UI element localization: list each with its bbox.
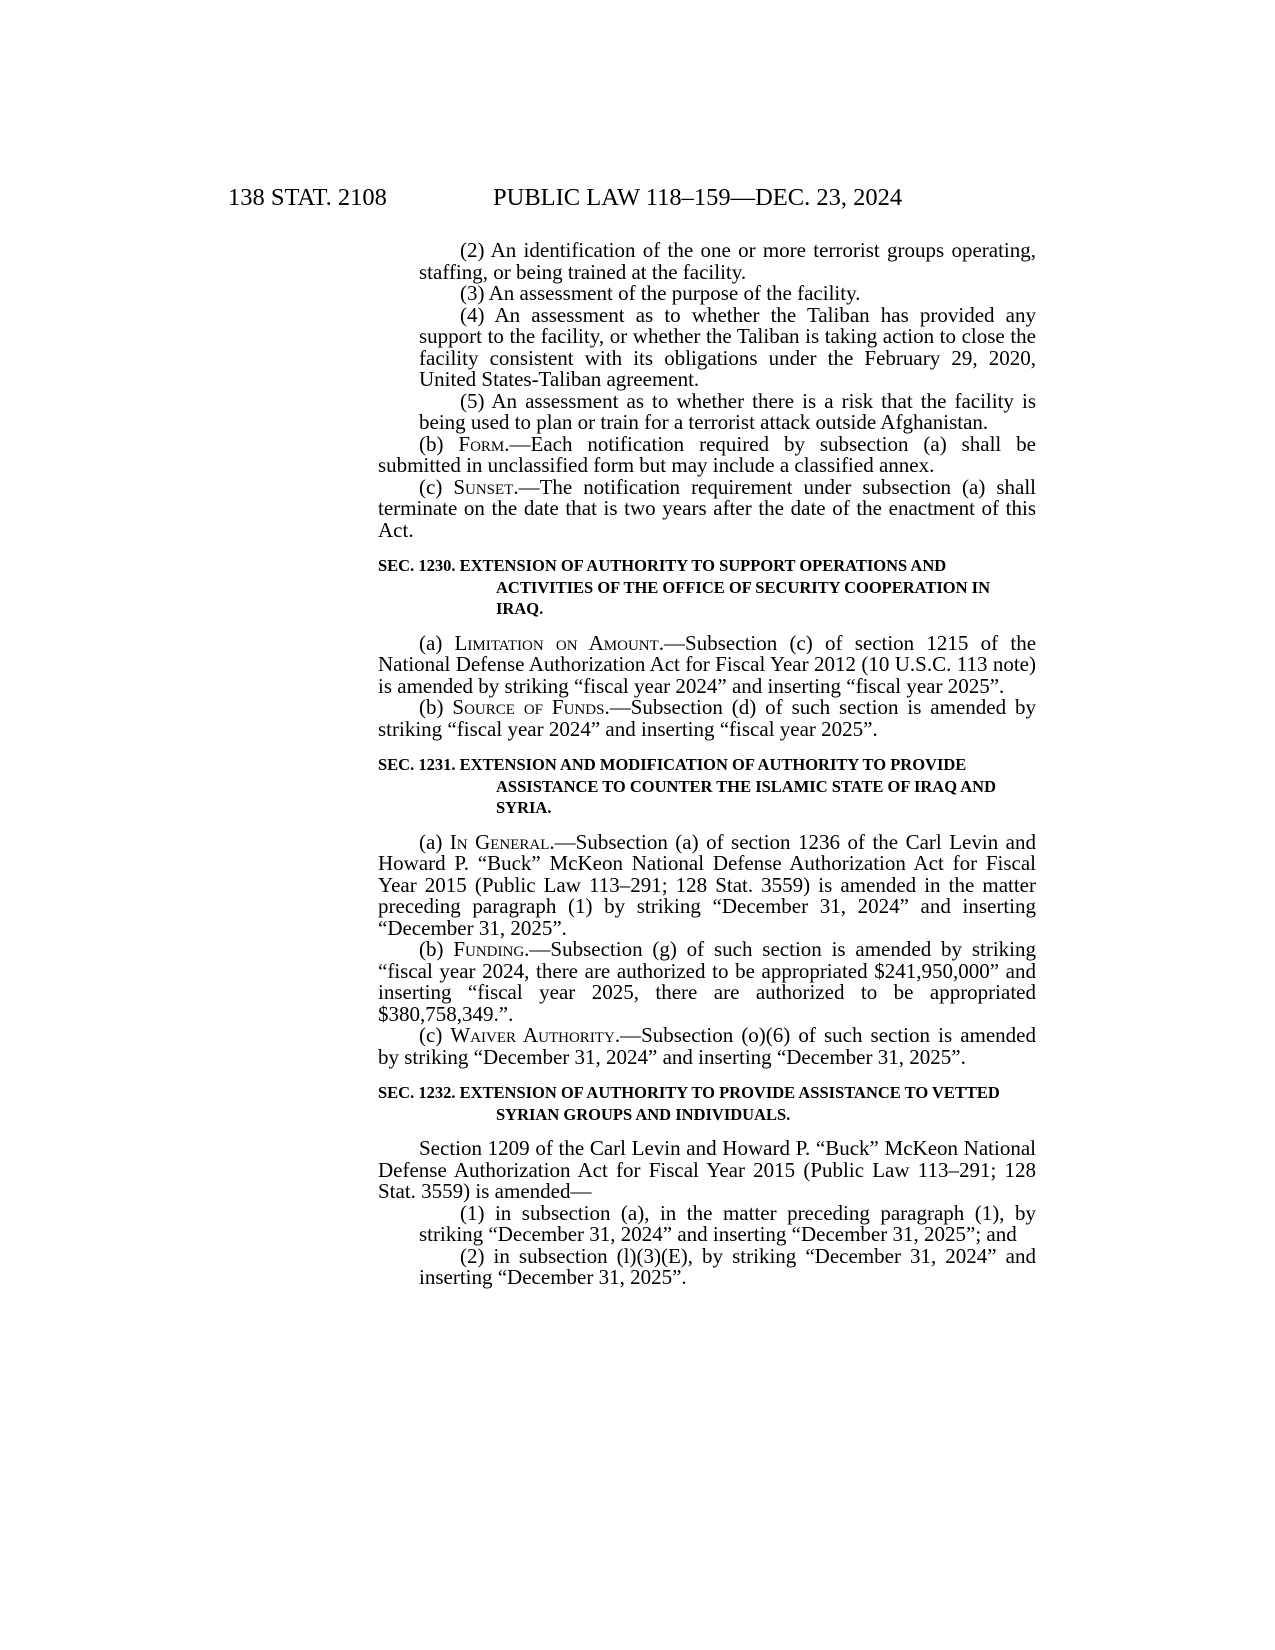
document-body [378, 240, 1036, 1289]
s1232-paragraph-1: (1) in subsection (a), in the matter preceding paragraph (1), by striking “December 31, 2024” and inserting “December 31, 2025”; and [419, 1200, 1036, 1246]
paragraph-a2: (2) An identification of the one or more terrorist groups operating, staffing, or being trained at the facility. [419, 238, 1036, 284]
subsection-heading: Limitation on Amount [454, 630, 659, 655]
s1230-subsection-b: (b) Source of Funds.—Subsection (d) of such section is amended by striking “fiscal year 2024” and inserting “fiscal year 2025”. [378, 695, 1037, 741]
paragraph-a4: (4) An assessment as to whether the Taliban has provided any support to the facility, or whether the Taliban is taking action to close the facility consistent with its obligations under the February 29, 2020, United States-Taliban agreement. [419, 302, 1036, 391]
section-1231-heading: SEC. 1231. EXTENSION AND MODIFICATION OF AUTHORITY TO PROVIDE ASSISTANCE TO COUNTER THE ISLAMIC STATE OF IRAQ AND SYRIA. [378, 755, 997, 817]
s1231-subsection-a: (a) In General.—Subsection (a) of section 1236 of the Carl Levin and Howard P. “Buck” McKeon National Defense Authorization Act for Fiscal Year 2015 (Public Law 113–291; 128 Stat. 3559) is amended in the matter preceding paragraph (1) by striking “December 31, 2024” and inserting “December 31, 2025”. [378, 829, 1036, 940]
subsection-heading: Waiver Authority [450, 1023, 615, 1047]
paragraph-a3: (3) An assessment of the purpose of the facility. [460, 281, 861, 305]
running-header: PUBLIC LAW 118–159—DEC. 23, 2024 [493, 184, 903, 211]
statute-page-number: 138 STAT. 2108 [228, 184, 387, 211]
subsection-c-sunset: (c) Sunset.—The notification requirement under subsection (a) shall terminate on the date that is two years after the date of the enactment of this Act. [378, 474, 1036, 542]
subsection-heading: Funding [453, 937, 525, 961]
s1231-subsection-c: (c) Waiver Authority.—Subsection (o)(6) of such section is amended by striking “December 31, 2024” and inserting “December 31, 2025”. [378, 1023, 1036, 1069]
s1232-intro: Section 1209 of the Carl Levin and Howard P. “Buck” McKeon National Defense Authorization Act for Fiscal Year 2015 (Public Law 113–291; 128 Stat. 3559) is amended— [378, 1136, 1036, 1203]
s1230-subsection-a: (a) Limitation on Amount.—Subsection (c) of section 1215 of the National Defense Authorization Act for Fiscal Year 2012 (10 U.S.C. 113 note) is amended by striking “fiscal year 2024” and inserting “fiscal year 2025”. [378, 630, 1037, 698]
section-1230-heading: SEC. 1230. EXTENSION OF AUTHORITY TO SUPPORT OPERATIONS AND ACTIVITIES OF THE OFFICE OF SECURITY COOPERATION IN IRAQ. [378, 556, 991, 618]
section-1232-heading: SEC. 1232. EXTENSION OF AUTHORITY TO PROVIDE ASSISTANCE TO VETTED SYRIAN GROUPS AND INDIVIDUALS. [378, 1083, 1000, 1124]
s1232-paragraph-2: (2) in subsection (l)(3)(E), by striking “December 31, 2024” and inserting “December 31, 2025”. [419, 1243, 1036, 1289]
subsection-heading: Sunset [453, 474, 514, 499]
subsection-b-form: (b) Form.—Each notification required by subsection (a) shall be submitted in unclassified form but may include a classified annex. [378, 431, 1036, 477]
subsection-heading: Form [458, 431, 505, 456]
subsection-heading: Source of Funds [452, 695, 605, 719]
s1231-subsection-b: (b) Funding.—Subsection (g) of such section is amended by striking “fiscal year 2024, there are authorized to be appropriated $241,950,000” and inserting “fiscal year 2025, there are authorized to be appropriated $380,758,349.”. [378, 937, 1036, 1026]
paragraph-a5: (5) An assessment as to whether there is a risk that the facility is being used to plan or train for a terrorist attack outside Afghanistan. [419, 388, 1036, 434]
subsection-heading: In General [449, 829, 550, 854]
